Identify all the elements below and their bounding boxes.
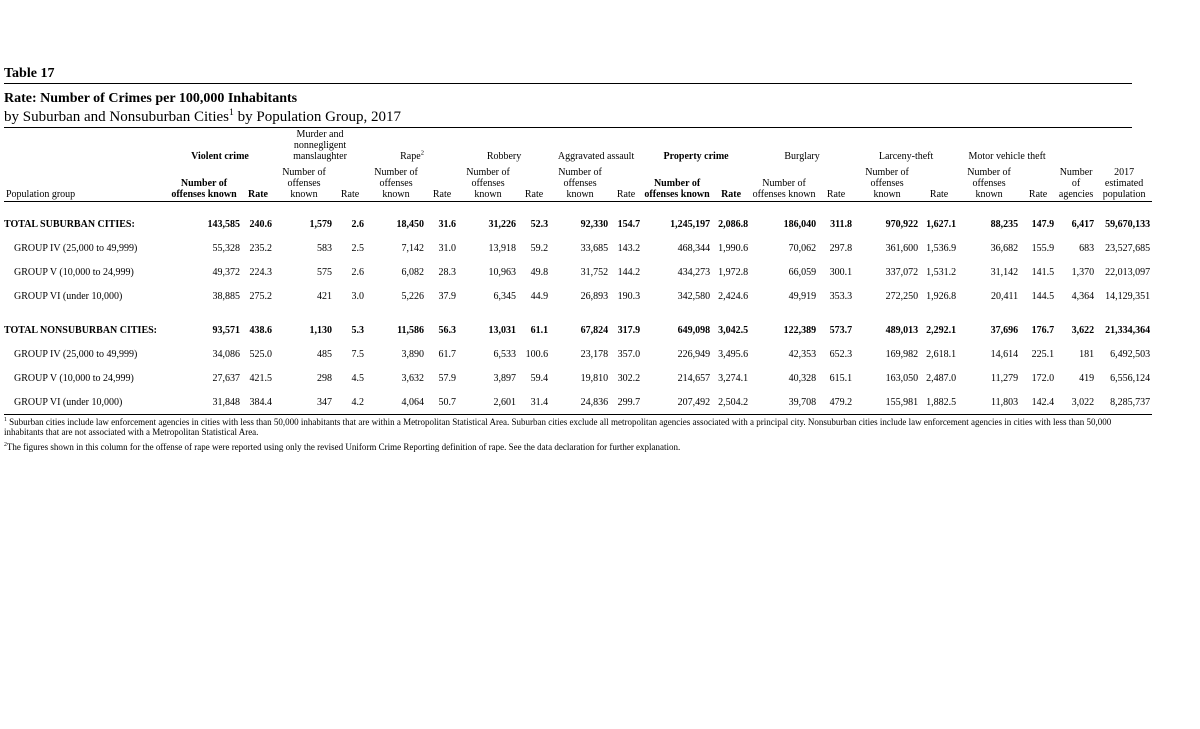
header-robbery-rate: Rate [524,189,544,200]
cell-robbery-known: 3,897 [493,372,517,384]
table-title: Rate: Number of Crimes per 100,000 Inhabitants [4,91,298,106]
cell-agencies: 4,364 [1071,290,1095,302]
cell-murder-rate: 4.5 [351,372,365,384]
cell-rape-known: 5,226 [401,290,425,302]
cell-rape-known: 4,064 [366,390,426,415]
cell-burglary-rate: 300.1 [829,266,853,278]
header-property-known: Number of offenses known [644,178,710,200]
cell-property-known: 214,657 [677,372,711,384]
cell-burglary-rate: 297.8 [829,242,853,254]
group-violent-crime: Violent crime [191,151,249,162]
cell-aggravated-known: 19,810 [580,372,609,384]
cell-violent-known: 93,571 [212,324,240,336]
cell-property-rate: 2,504.2 [712,390,750,415]
cell-motor-known: 20,411 [990,290,1019,302]
cell-motor-known: 14,614 [990,348,1019,360]
cell-motor-rate: 144.5 [1031,290,1055,302]
header-property-rate: Rate [721,189,742,200]
cell-population: 22,013,097 [1105,266,1151,278]
cell-aggravated-known: 23,178 [580,348,609,360]
cell-rape-rate: 28.3 [438,266,457,278]
cell-larceny-known: 155,981 [854,390,920,415]
cell-violent-rate: 240.6 [249,218,273,230]
cell-larceny-rate: 2,618.1 [926,348,957,360]
cell-murder-rate: 2.6 [351,218,365,230]
cell-property-known: 1,245,197 [670,218,711,230]
header-violent-rate: Rate [248,189,268,200]
cell-violent-rate: 224.3 [249,266,273,278]
cell-larceny-rate: 1,882.5 [920,390,958,415]
cell-property-rate: 3,495.6 [718,348,749,360]
cell-agencies: 419 [1079,372,1095,384]
cell-robbery-known: 2,601 [458,390,518,415]
cell-violent-known: 143,585 [207,218,240,230]
crime-rate-table [4,128,1152,415]
cell-murder-rate: 4.2 [334,390,366,415]
cell-rape-rate: 31.6 [438,218,457,230]
cell-robbery-rate: 100.6 [525,348,549,360]
cell-larceny-known: 337,072 [885,266,919,278]
cell-burglary-known: 66,059 [788,266,817,278]
row-label: GROUP VI (under 10,000) [14,290,123,302]
cell-population: 59,670,133 [1105,218,1151,230]
cell-robbery-rate: 31.4 [518,390,550,415]
cell-motor-rate: 155.9 [1031,242,1055,254]
group-property-crime: Property crime [663,151,729,162]
subtitle-before: by Suburban and Nonsuburban Cities [4,109,229,125]
cell-property-known: 649,098 [677,324,711,336]
cell-property-rate: 3,042.5 [718,324,749,336]
cell-larceny-rate: 1,536.9 [926,242,957,254]
cell-violent-known: 34,086 [212,348,240,360]
cell-burglary-rate: 353.3 [829,290,853,302]
cell-property-rate: 1,990.6 [718,242,749,254]
cell-larceny-rate: 2,292.1 [926,324,957,336]
row-label: GROUP V (10,000 to 24,999) [14,372,134,384]
cell-population: 23,527,685 [1105,242,1151,254]
cell-property-known: 468,344 [677,242,711,254]
cell-violent-rate: 275.2 [249,290,273,302]
cell-aggravated-known: 67,824 [580,324,609,336]
row-label: GROUP IV (25,000 to 49,999) [14,348,138,360]
cell-murder-known: 347 [274,390,334,415]
cell-agencies: 1,370 [1071,266,1095,278]
cell-aggravated-known: 31,752 [580,266,609,278]
cell-aggravated-rate: 299.7 [610,390,642,415]
cell-robbery-known: 6,345 [493,290,517,302]
cell-burglary-rate: 652.3 [829,348,853,360]
cell-agencies: 683 [1079,242,1095,254]
header-agencies: Number of agencies [1058,167,1094,200]
cell-agencies: 3,622 [1071,324,1095,336]
group-robbery: Robbery [486,151,522,162]
cell-population: 6,556,124 [1110,372,1151,384]
cell-burglary-known: 49,919 [788,290,817,302]
cell-property-rate: 2,424.6 [718,290,749,302]
header-aggravated-known: Number of offenses known [558,167,602,200]
cell-aggravated-rate: 357.0 [617,348,641,360]
row-label: GROUP V (10,000 to 24,999) [14,266,134,278]
rape-footnote-mark: 2 [420,149,424,157]
row-label: GROUP VI (under 10,000) [4,390,166,415]
header-motor-known: Number of offenses known [967,167,1011,200]
cell-burglary-rate: 573.7 [829,324,853,336]
cell-rape-rate: 61.7 [438,348,457,360]
cell-larceny-known: 361,600 [885,242,919,254]
cell-burglary-rate: 311.8 [830,218,853,230]
cell-burglary-known: 42,353 [788,348,817,360]
top-rule [4,83,1132,84]
cell-robbery-rate: 52.3 [530,218,549,230]
cell-aggravated-known: 24,836 [550,390,610,415]
table-body [4,212,1152,415]
group-motor-vehicle-theft: Motor vehicle theft [968,151,1046,162]
table-row [4,318,1152,342]
group-rape [366,128,458,162]
group-larceny-theft: Larceny-theft [878,151,934,162]
sub-header-row [4,162,1152,202]
cell-larceny-rate: 1,531.2 [926,266,957,278]
document [4,66,1151,457]
cell-population: 6,492,503 [1110,348,1151,360]
header-burglary-rate: Rate [826,189,846,200]
cell-violent-known: 49,372 [212,266,240,278]
cell-violent-known: 27,637 [212,372,240,384]
cell-robbery-known: 6,533 [493,348,517,360]
cell-property-rate: 3,274.1 [718,372,749,384]
cell-robbery-known: 13,031 [488,324,517,336]
cell-rape-rate: 37.9 [438,290,457,302]
header-violent-known: Number of offenses known [171,178,237,200]
cell-burglary-known: 122,389 [783,324,817,336]
row-label: TOTAL NONSUBURBAN CITIES: [4,324,158,336]
footnote-1-text: Suburban cities include law enforcement agencies in cities with less than 50,000 inhabitants that are within a Metropolitan Statistical Area. Suburban cities exclude all metropolitan agencies associated with a principal city. Nonsuburban cities include law enforcement agencies in cities with less than 50,000 inhabitants that are not associated with a Metropolitan Statistical Area. [4,417,1112,437]
cell-burglary-known: 39,708 [750,390,818,415]
cell-larceny-known: 272,250 [885,290,919,302]
cell-rape-rate: 50.7 [426,390,458,415]
cell-murder-known: 1,579 [309,218,333,230]
cell-motor-rate: 172.0 [1031,372,1055,384]
cell-violent-rate: 235.2 [249,242,273,254]
header-aggravated-rate: Rate [616,189,636,200]
cell-robbery-rate: 44.9 [530,290,549,302]
group-murder: Murder and nonnegligent manslaughter [293,129,347,162]
cell-aggravated-rate: 154.7 [617,218,641,230]
cell-violent-rate: 438.6 [249,324,273,336]
cell-murder-known: 421 [317,290,333,302]
table-row [4,342,1152,366]
cell-motor-known: 88,235 [990,218,1019,230]
cell-population: 14,129,351 [1105,290,1151,302]
cell-rape-known: 11,586 [397,324,425,336]
cell-aggravated-known: 26,893 [580,290,609,302]
cell-violent-known: 31,848 [166,390,242,415]
cell-larceny-known: 169,982 [885,348,919,360]
header-population: 2017 estimated population [1102,167,1146,200]
cell-motor-known: 36,682 [990,242,1019,254]
cell-murder-rate: 2.5 [351,242,365,254]
cell-violent-rate: 525.0 [249,348,273,360]
header-robbery-known: Number of offenses known [466,167,510,200]
cell-robbery-rate: 61.1 [530,324,549,336]
cell-rape-known: 18,450 [396,218,425,230]
cell-burglary-known: 70,062 [788,242,817,254]
cell-murder-rate: 7.5 [351,348,365,360]
cell-aggravated-rate: 317.9 [617,324,641,336]
group-header-row [4,128,1152,162]
cell-motor-rate: 176.7 [1031,324,1055,336]
table-number: Table 17 [4,66,55,81]
footnotes [4,417,1132,452]
cell-property-known: 207,492 [642,390,712,415]
cell-robbery-known: 31,226 [488,218,517,230]
group-aggravated-assault: Aggravated assault [557,151,635,162]
cell-burglary-known: 186,040 [783,218,817,230]
row-label: TOTAL SUBURBAN CITIES: [4,218,135,230]
header-murder-rate: Rate [340,189,360,200]
cell-population: 8,285,737 [1096,390,1152,415]
cell-aggravated-rate: 302.2 [617,372,641,384]
cell-rape-rate: 57.9 [438,372,457,384]
cell-robbery-known: 10,963 [488,266,517,278]
table-row [4,284,1152,308]
cell-motor-known: 11,279 [990,372,1019,384]
cell-violent-known: 55,328 [212,242,240,254]
cell-property-known: 434,273 [677,266,711,278]
table-row [4,212,1152,236]
cell-agencies: 6,417 [1071,218,1095,230]
cell-property-known: 342,580 [677,290,711,302]
cell-motor-rate: 141.5 [1031,266,1055,278]
cell-rape-known: 3,632 [401,372,425,384]
cell-rape-rate: 56.3 [438,324,457,336]
cell-rape-known: 6,082 [401,266,425,278]
cell-murder-known: 1,130 [309,324,333,336]
cell-motor-known: 31,142 [990,266,1019,278]
table-row [4,390,1152,415]
cell-motor-rate: 147.9 [1031,218,1055,230]
cell-violent-known: 38,885 [212,290,240,302]
row-label: GROUP IV (25,000 to 49,999) [14,242,138,254]
cell-murder-rate: 2.6 [351,266,365,278]
cell-agencies: 3,022 [1056,390,1096,415]
header-larceny-rate: Rate [929,189,949,200]
footnote-2-mark: 2 [4,442,7,448]
cell-robbery-rate: 49.8 [530,266,549,278]
population-group-header: Population group [6,189,76,200]
table-row [4,366,1152,390]
cell-larceny-rate: 1,926.8 [926,290,957,302]
cell-larceny-known: 489,013 [885,324,919,336]
cell-murder-rate: 3.0 [351,290,365,302]
header-rape-known: Number of offenses known [374,167,418,200]
subtitle-footnote-mark: 1 [228,107,234,118]
cell-aggravated-known: 92,330 [580,218,609,230]
header-motor-rate: Rate [1028,189,1048,200]
table-subtitle [4,108,1132,126]
cell-murder-known: 583 [317,242,333,254]
cell-rape-known: 3,890 [401,348,425,360]
cell-robbery-rate: 59.4 [530,372,549,384]
cell-violent-rate: 421.5 [249,372,273,384]
cell-rape-known: 7,142 [401,242,425,254]
cell-agencies: 181 [1079,348,1095,360]
cell-motor-rate: 225.1 [1031,348,1055,360]
cell-murder-known: 298 [317,372,333,384]
cell-rape-rate: 31.0 [438,242,457,254]
cell-property-rate: 1,972.8 [718,266,749,278]
subtitle-after: by Population Group, 2017 [233,109,401,125]
footnote-1 [4,417,1132,437]
cell-aggravated-known: 33,685 [580,242,609,254]
table-row [4,236,1152,260]
cell-murder-rate: 5.3 [351,324,365,336]
cell-violent-rate: 384.4 [242,390,274,415]
cell-larceny-rate: 2,487.0 [926,372,957,384]
cell-robbery-known: 13,918 [488,242,517,254]
cell-murder-known: 575 [317,266,333,278]
cell-murder-known: 485 [317,348,333,360]
cell-motor-known: 11,803 [958,390,1020,415]
cell-aggravated-rate: 144.2 [617,266,641,278]
cell-burglary-rate: 615.1 [829,372,853,384]
group-burglary: Burglary [784,151,820,162]
cell-robbery-rate: 59.2 [530,242,549,254]
cell-aggravated-rate: 190.3 [617,290,641,302]
cell-population: 21,334,364 [1105,324,1151,336]
header-burglary-known: Number of offenses known [752,178,816,200]
table-row [4,260,1152,284]
cell-property-rate: 2,086.8 [718,218,749,230]
cell-motor-rate: 142.4 [1020,390,1056,415]
group-rape-label: Rape [400,151,421,162]
header-larceny-known: Number of offenses known [865,167,909,200]
header-rape-rate: Rate [432,189,452,200]
cell-burglary-known: 40,328 [788,372,817,384]
footnote-2 [4,442,1132,452]
cell-larceny-known: 163,050 [885,372,919,384]
footnote-1-mark: 1 [4,417,7,423]
cell-larceny-rate: 1,627.1 [926,218,957,230]
footnote-2-text: The figures shown in this column for the offense of rape were reported using only the revised Uniform Crime Reporting definition of rape. See the data declaration for further explanation. [6,442,681,452]
cell-larceny-known: 970,922 [885,218,919,230]
cell-burglary-rate: 479.2 [818,390,854,415]
header-murder-known: Number of offenses known [282,167,326,200]
cell-aggravated-rate: 143.2 [617,242,641,254]
cell-property-known: 226,949 [677,348,711,360]
cell-motor-known: 37,696 [990,324,1019,336]
